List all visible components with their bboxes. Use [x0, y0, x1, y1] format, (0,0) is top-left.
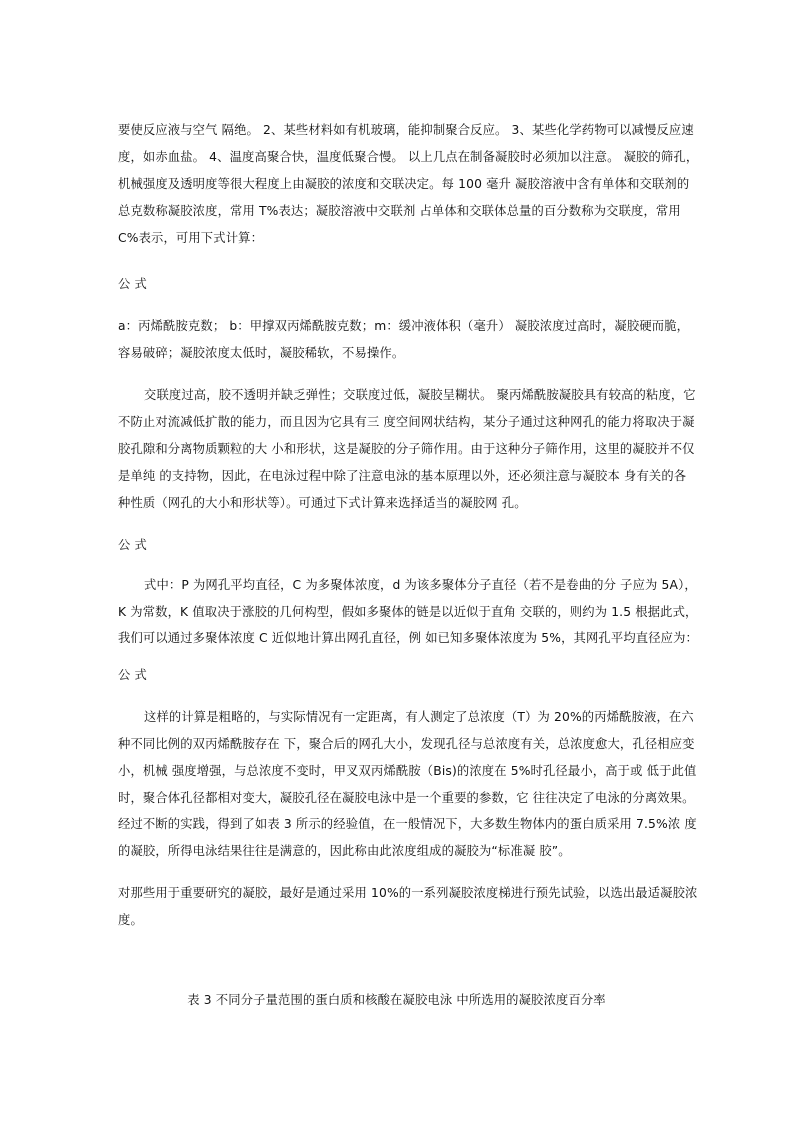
text-line: 是单纯 的支持物，因此，在电泳过程中除了注意电泳的基本原理以外，还必须注意与凝胶本 身有关的各 [118, 469, 687, 483]
text-line: 度，如赤血盐。 4、温度高聚合快，温度低聚合慢。 以上几点在制备凝胶时必须加以注意。 凝胶的筛孔， [118, 150, 699, 164]
text-line: 度。 [118, 913, 143, 927]
text-line: a：丙烯酰胺克数； b：甲撑双丙烯酰胺克数；m：缓冲液体积（毫升） 凝胶浓度过高时，凝胶硬而脆， [118, 319, 690, 333]
text-line: K 为常数，K 值取决于涨胶的几何构型，假如多聚体的链是以近似于直角 交联的，则约为 1.5 根据此式， [118, 605, 698, 619]
formula-placeholder: 公 式 [118, 668, 147, 682]
text-line: 胶孔隙和分离物质颗粒的大 小和形状，这是凝胶的分子筛作用。由于这种分子筛作用，这里的凝胶并不仅 [118, 442, 695, 456]
text-line: 我们可以通过多聚体浓度 C 近似地计算出网孔直径，例 如已知多聚体浓度为 5%，其网孔平均直径应为： [118, 631, 698, 645]
text-line: 容易破碎；凝胶浓度太低时，凝胶稀软，不易操作。 [118, 346, 405, 360]
formula-placeholder: 公 式 [118, 538, 147, 552]
table-caption: 表 3 不同分子量范围的蛋白质和核酸在凝胶电泳 中所选用的凝胶浓度百分率 [187, 993, 606, 1007]
text-line: 机械强度及透明度等很大程度上由凝胶的浓度和交联决定。每 100 毫升 凝胶溶液中含有单体和交联剂的 [118, 177, 690, 191]
text-line: 要使反应液与空气 隔绝。 2、某些材料如有机玻璃，能抑制聚合反应。 3、某些化学药物可以减慢反应速 [118, 123, 694, 137]
text-line: 对那些用于重要研究的凝胶，最好是通过采用 10%的一系列凝胶浓度梯进行预先试验，以选出最适凝胶浓 [118, 886, 698, 900]
text-line: 的凝胶，所得电泳结果往往是满意的，因此称由此浓度组成的凝胶为“标准凝 胶”。 [118, 844, 571, 858]
text-line: 经过不断的实践，得到了如表 3 所示的经验值，在一般情况下，大多数生物体内的蛋白质采用 7.5%浓 度 [118, 817, 697, 831]
text-line: 不防止对流减低扩散的能力，而且因为它具有三 度空间网状结构，某分子通过这种网孔的能力将取决于凝 [118, 415, 695, 429]
text-line: 种不同比例的双丙烯酰胺存在 下，聚合后的网孔大小，发现孔径与总浓度有关，总浓度愈大，孔径相应变 [118, 737, 695, 751]
text-line: 这样的计算是粗略的，与实际情况有一定距离，有人测定了总浓度（T）为 20%的丙烯酰胺液，在六 [144, 710, 694, 724]
text-line: 总克数称凝胶浓度，常用 T%表达；凝胶溶液中交联剂 占单体和交联体总量的百分数称为交联度，常用 [118, 204, 681, 218]
text-line: 时，聚合体孔径都相对变大，凝胶孔径在凝胶电泳中是一个重要的参数，它 往往决定了电泳的分离效果。 [118, 791, 695, 805]
text-line: 交联度过高，胶不透明并缺乏弹性；交联度过低，凝胶呈糊状。 聚丙烯酰胺凝胶具有较高的粘度，它 [144, 388, 696, 402]
text-line: 种性质（网孔的大小和形状等）。可通过下式计算来选择适当的凝胶网 孔。 [118, 496, 527, 510]
text-line: C%表示，可用下式计算： [118, 231, 264, 245]
formula-placeholder: 公 式 [118, 277, 147, 291]
text-line: 式中：P 为网孔平均直径，C 为多聚体浓度，d 为该多聚体分子直径（若不是卷曲的分 子应为 5A）， [144, 578, 697, 592]
text-line: 小，机械 强度增强，与总浓度不变时，甲叉双丙烯酰胺（Bis)的浓度在 5%时孔径最小，高于或 低于此值 [118, 764, 697, 778]
